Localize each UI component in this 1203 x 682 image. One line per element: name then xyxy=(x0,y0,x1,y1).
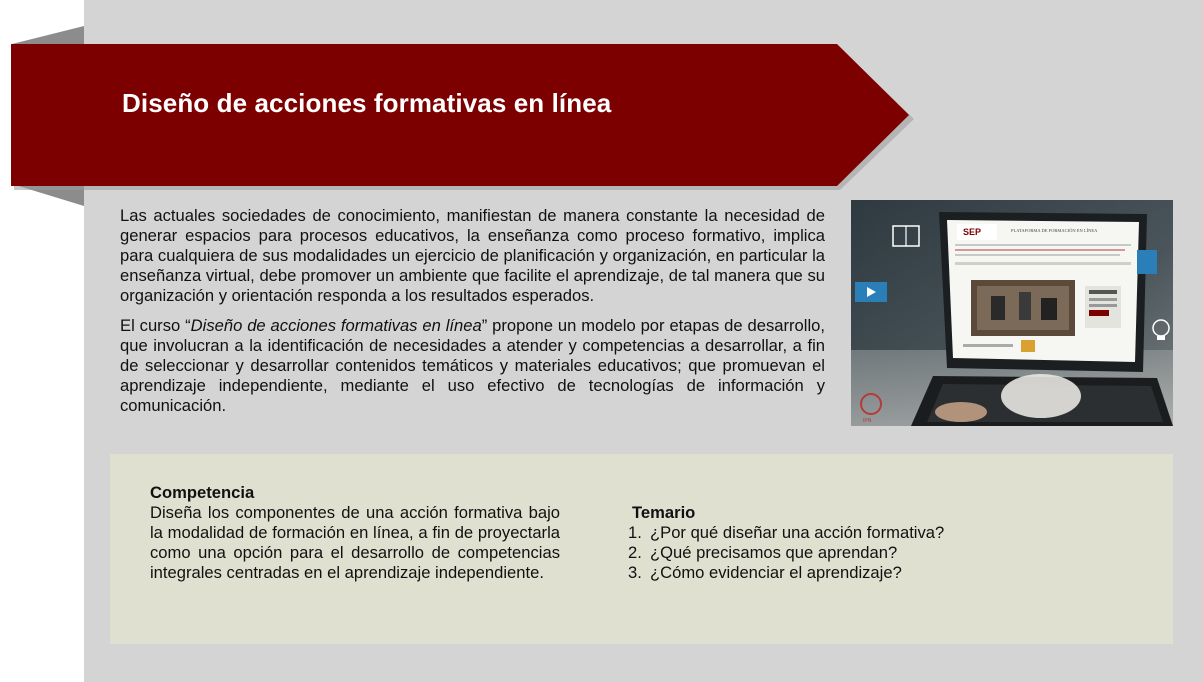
intro-text xyxy=(120,206,825,426)
list-item-number: 2. xyxy=(628,543,642,562)
intro-paragraph-1: Las actuales sociedades de conocimiento, manifiestan de manera constante la necesidad de generar espacios para procesos educativos, la enseñanza como proceso formativo, implica para cualquiera de sus modalidades un ejercicio de planificación y organización, en particular la enseñanza virtual, debe promover un ambiente que facilite el aprendizaje, de tal manera que su organización y orientación responda a los resultados esperados. xyxy=(120,206,825,305)
list-item xyxy=(628,543,1048,563)
list-item xyxy=(628,523,1048,543)
list-item xyxy=(628,563,1048,583)
laptop-photo xyxy=(851,200,1173,426)
list-item-number: 3. xyxy=(628,563,642,582)
p2-suffix: ” propone un modelo por etapas de desarrollo, que involucran a la identificación de necesidades a atender y competencias a desarrollar, a fin de seleccionar y desarrollar contenidos temáticos y materiales educativos; que promuevan el aprendizaje independiente, mediante el uso efectivo de tecnologías de información y comunicación. xyxy=(120,316,825,415)
competencia-text: Diseña los componentes de una acción formativa bajo la modalidad de formación en línea, a fin de proyectarla como una opción para el desarrollo de competencias integrales centradas en el aprendizaje independiente. xyxy=(150,503,560,582)
list-item-text: ¿Cómo evidenciar el aprendizaje? xyxy=(650,563,902,582)
list-item-text: ¿Qué precisamos que aprendan? xyxy=(650,543,898,562)
temario-section xyxy=(628,503,1048,583)
list-item-number: 1. xyxy=(628,523,642,542)
competencia-section xyxy=(150,483,560,583)
list-item-text: ¿Por qué diseñar una acción formativa? xyxy=(650,523,945,542)
p2-prefix: El curso “ xyxy=(120,316,191,335)
platform-title: PLATAFORMA DE FORMACIÓN EN LÍNEA xyxy=(1011,228,1098,233)
page-title: Diseño de acciones formativas en línea xyxy=(122,88,612,118)
course-name: Diseño de acciones formativas en línea xyxy=(190,316,482,335)
intro-paragraph-2 xyxy=(120,316,825,416)
temario-heading: Temario xyxy=(632,503,696,522)
competencia-heading: Competencia xyxy=(150,483,255,502)
temario-list xyxy=(628,523,1048,583)
seal-text: IPN xyxy=(863,418,872,424)
sep-logo: SEP xyxy=(963,227,982,237)
